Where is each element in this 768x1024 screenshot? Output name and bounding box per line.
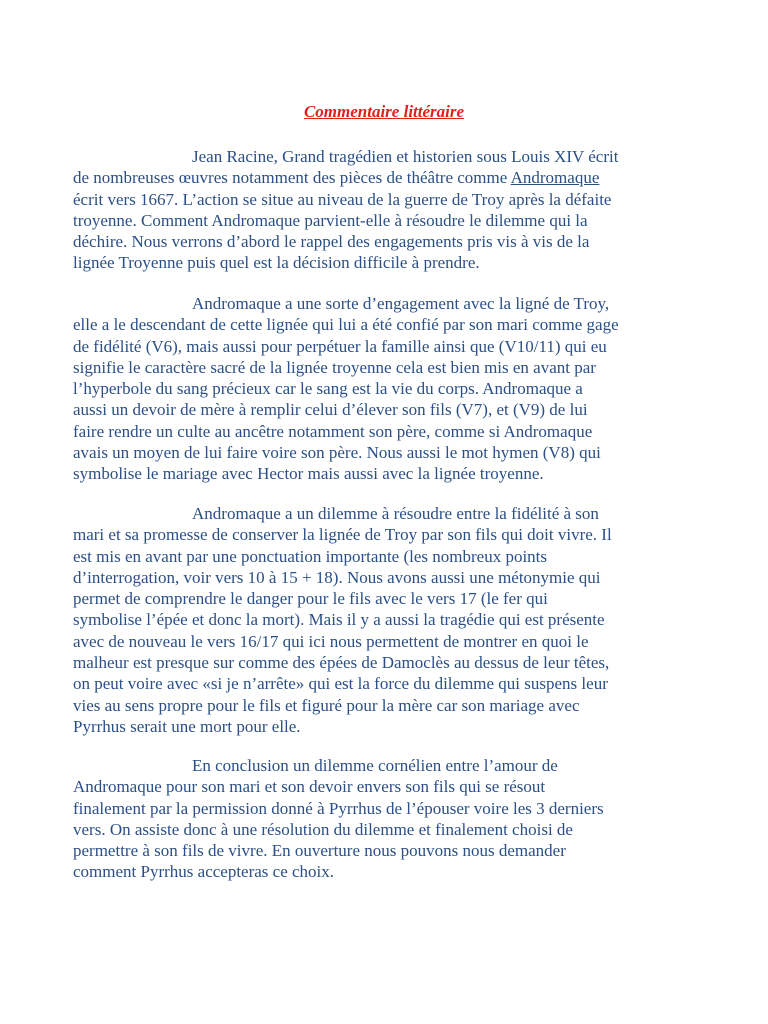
text-line: Andromaque pour son mari et son devoir envers son fils qui se résout [73, 777, 546, 797]
text-line: on peut voire avec «si je n’arrête» qui est la force du dilemme qui suspens leur [73, 674, 608, 694]
text-line: symbolise l’épée et donc la mort). Mais il y a aussi la tragédie qui est présente [73, 610, 605, 630]
text-line-part: de nombreuses œuvres notamment des pièces de théâtre comme [73, 168, 511, 188]
part1-paragraph [73, 293, 713, 485]
work-title: Andromaque [510, 168, 600, 188]
document-title: Commentaire littéraire [303, 102, 465, 121]
text-line [73, 167, 713, 188]
text-line: Jean Racine, Grand tragédien et historien sous Louis XIV écrit [192, 147, 619, 166]
text-line: symbolise le mariage avec Hector mais aussi avec la lignée troyenne. [73, 464, 544, 484]
text-line: Andromaque a un dilemme à résoudre entre la fidélité à son [192, 504, 599, 523]
text-line: signifie le caractère sacré de la lignée troyenne cela est bien mis en avant par [73, 357, 596, 377]
text-line: En conclusion un dilemme cornélien entre l’amour de [192, 756, 558, 775]
text-line: l’hyperbole du sang précieux car le sang est la vie du corps. Andromaque a [73, 379, 583, 399]
text-line: elle a le descendant de cette lignée qui lui a été confié par son mari comme gage [73, 315, 619, 335]
text-line: troyenne. Comment Andromaque parvient-elle à résoudre le dilemme qui la [73, 210, 588, 230]
text-line: est mis en avant par une ponctuation importante (les nombreux points [73, 546, 547, 566]
part2-paragraph [73, 503, 713, 737]
text-line: permettre à son fils de vivre. En ouverture nous pouvons nous demander [73, 841, 566, 861]
text-line: aussi un devoir de mère à remplir celui d’élever son fils (V7), et (V9) de lui [73, 400, 588, 420]
text-line: malheur est presque sur comme des épées de Damoclès au dessus de leur têtes, [73, 653, 610, 673]
text-line: faire rendre un culte au ancêtre notamment son père, comme si Andromaque [73, 421, 593, 441]
text-line: de fidélité (V6), mais aussi pour perpétuer la famille ainsi que (V10/11) qui eu [73, 336, 607, 356]
text-line: avec de nouveau le vers 16/17 qui ici nous permettent de montrer en quoi le [73, 631, 589, 651]
text-line: d’interrogation, voir vers 10 à 15 + 18). Nous avons aussi une métonymie qui [73, 567, 601, 587]
intro-paragraph [73, 146, 713, 274]
text-line: Andromaque a une sorte d’engagement avec la ligné de Troy, [192, 294, 610, 313]
text-line: écrit vers 1667. L’action se situe au niveau de la guerre de Troy après la défaite [73, 189, 612, 209]
text-line: avais un moyen de lui faire voire son père. Nous aussi le mot hymen (V8) qui [73, 443, 601, 463]
text-line: finalement par la permission donné à Pyrrhus de l’épouser voire les 3 derniers [73, 798, 604, 818]
text-line: vers. On assiste donc à une résolution du dilemme et finalement choisi de [73, 819, 573, 839]
text-line: mari et sa promesse de conserver la lignée de Troy par son fils qui doit vivre. Il [73, 525, 612, 545]
conclusion-paragraph [73, 755, 713, 883]
text-line: lignée Troyenne puis quel est la décision difficile à prendre. [73, 253, 480, 273]
text-line: vies au sens propre pour le fils et figuré pour la mère car son mariage avec [73, 695, 580, 715]
text-line: permet de comprendre le danger pour le fils avec le vers 17 (le fer qui [73, 589, 548, 609]
text-line: déchire. Nous verrons d’abord le rappel des engagements pris vis à vis de la [73, 232, 590, 252]
text-line: Pyrrhus serait une mort pour elle. [73, 716, 301, 736]
text-line: comment Pyrrhus accepteras ce choix. [73, 862, 335, 882]
